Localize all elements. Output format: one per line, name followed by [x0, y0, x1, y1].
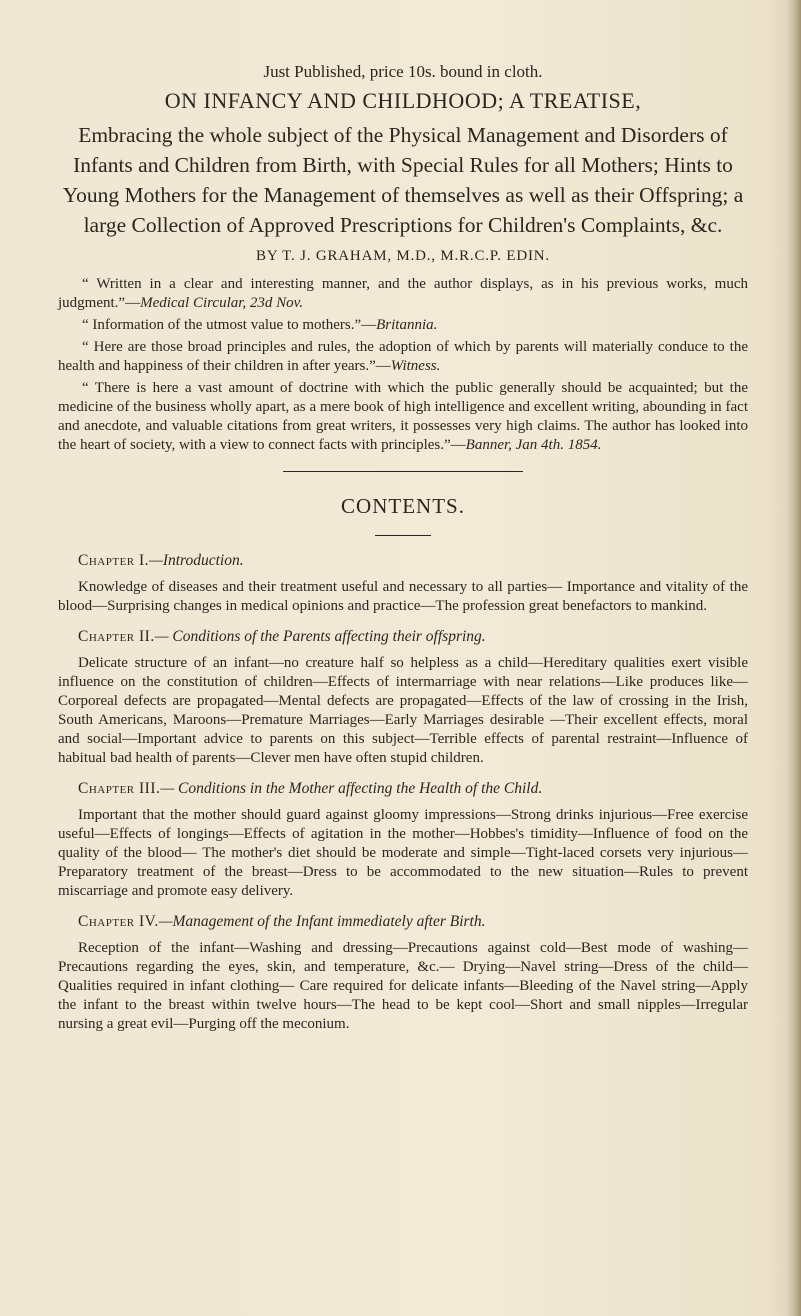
- author-line: BY T. J. GRAHAM, M.D., M.R.C.P. EDIN.: [256, 248, 550, 264]
- review-source: Witness.: [390, 358, 441, 374]
- publication-line: Just Published, price 10s. bound in cloth.: [263, 62, 543, 81]
- book-subtitle: Embracing the whole subject of the Physical Management and Disorders of Infants and Children from Birth, with Special Rules for all Mothers; Hints to Young Mothers for the Management of themselves as well as their Offspring; a large Collection of Approved Prescriptions for Children's Complaints, &c.: [62, 123, 744, 237]
- chapter-title: —Management of the Infant immediately after Birth.: [158, 913, 486, 930]
- chapter-heading: [58, 780, 748, 798]
- chapter-label: Chapter II.: [78, 628, 155, 645]
- chapter-heading: [58, 552, 748, 570]
- document-body: [58, 62, 748, 1046]
- section-divider: [283, 471, 523, 472]
- chapter-label: Chapter III.: [78, 780, 161, 797]
- chapter-entry: [58, 628, 748, 768]
- review-text: “ Information of the utmost value to mothers.”—: [82, 317, 377, 333]
- review-text: “ There is here a vast amount of doctrine with which the public generally should be acquainted; but the medicine of the business wholly apart, as a mere book of high intelligence and excellent writing, abounding in fact and anecdote, and valuable citations from great writers, it possesses very high claims. The author has looked into the heart of society, with a view to connect facts with principles.”—: [58, 380, 748, 453]
- chapter-title: —Introduction.: [149, 552, 244, 569]
- review-text: “ Written in a clear and interesting manner, and the author displays, as in his previous works, much judgment.”—: [58, 276, 748, 311]
- review-quote: [58, 379, 748, 455]
- contents-heading: CONTENTS.: [341, 494, 465, 518]
- chapter-title: — Conditions of the Parents affecting their offspring.: [154, 628, 486, 645]
- chapter-heading: [58, 628, 748, 646]
- heading-underline: [375, 535, 431, 536]
- chapter-summary: Important that the mother should guard against gloomy impressions—Strong drinks injurious—Free exercise useful—Effects of longings—Effects of agitation in the mother—Hobbes's timidity—Influence of food on the quality of the blood— The mother's diet should be moderate and simple—Tight-laced corsets very injurious—Preparatory treatment of the breast—Dress to be accommodated to the new situation—Rules to prevent miscarriage and promote easy delivery.: [58, 807, 748, 899]
- page-edge-shadow: [787, 0, 801, 1316]
- chapter-entry: [58, 780, 748, 901]
- review-quote: [58, 275, 748, 313]
- review-source: Medical Circular, 23d Nov.: [140, 295, 303, 311]
- chapter-summary: Knowledge of diseases and their treatment useful and necessary to all parties— Importance and vitality of the blood—Surprising changes in medical opinions and practice—The profession great benefactors to mankind.: [58, 579, 748, 614]
- chapter-title: — Conditions in the Mother affecting the Health of the Child.: [160, 780, 543, 797]
- review-quote: [58, 316, 748, 335]
- book-title: ON INFANCY AND CHILDHOOD; A TREATISE,: [164, 88, 642, 113]
- reviews: [58, 275, 748, 455]
- chapter-entry: [58, 913, 748, 1034]
- review-source: Britannia.: [376, 317, 438, 333]
- chapter-summary: Reception of the infant—Washing and dressing—Precautions against cold—Best mode of washing—Precautions regarding the eyes, skin, and temperature, &c.— Drying—Navel string—Dress of the child—Qualities required in infant clothing— Care required for delicate infants—Bleeding of the Navel string—Apply the infant to the breast within twelve hours—The head to be kept cool—Short and small nipples—Irregular nursing a great evil—Purging off the meconium.: [58, 940, 748, 1032]
- review-text: “ Here are those broad principles and rules, the adoption of which by parents will materially conduce to the health and happiness of their children in after years.”—: [58, 339, 748, 374]
- review-quote: [58, 338, 748, 376]
- chapter-summary: Delicate structure of an infant—no creature half so helpless as a child—Hereditary qualities exert visible influence on the constitution of children—Effects of intermarriage with near relations—Like produces like—Corporeal defects are propagated—Mental defects are propagated—Effects of the law of crossing in the Irish, South Americans, Maroons—Premature Marriages—Early Marriages desirable —Their excellent effects, moral and social—Important advice to parents on this subject—Terrible effects of parental restraint—Influence of habitual bad health of parents—Clever men have often stupid children.: [58, 655, 748, 766]
- chapter-label: Chapter I.: [78, 552, 150, 569]
- chapter-heading: [58, 913, 748, 931]
- chapter-label: Chapter IV.: [78, 913, 159, 930]
- chapter-entry: [58, 552, 748, 616]
- review-source: Banner, Jan 4th. 1854.: [465, 437, 602, 453]
